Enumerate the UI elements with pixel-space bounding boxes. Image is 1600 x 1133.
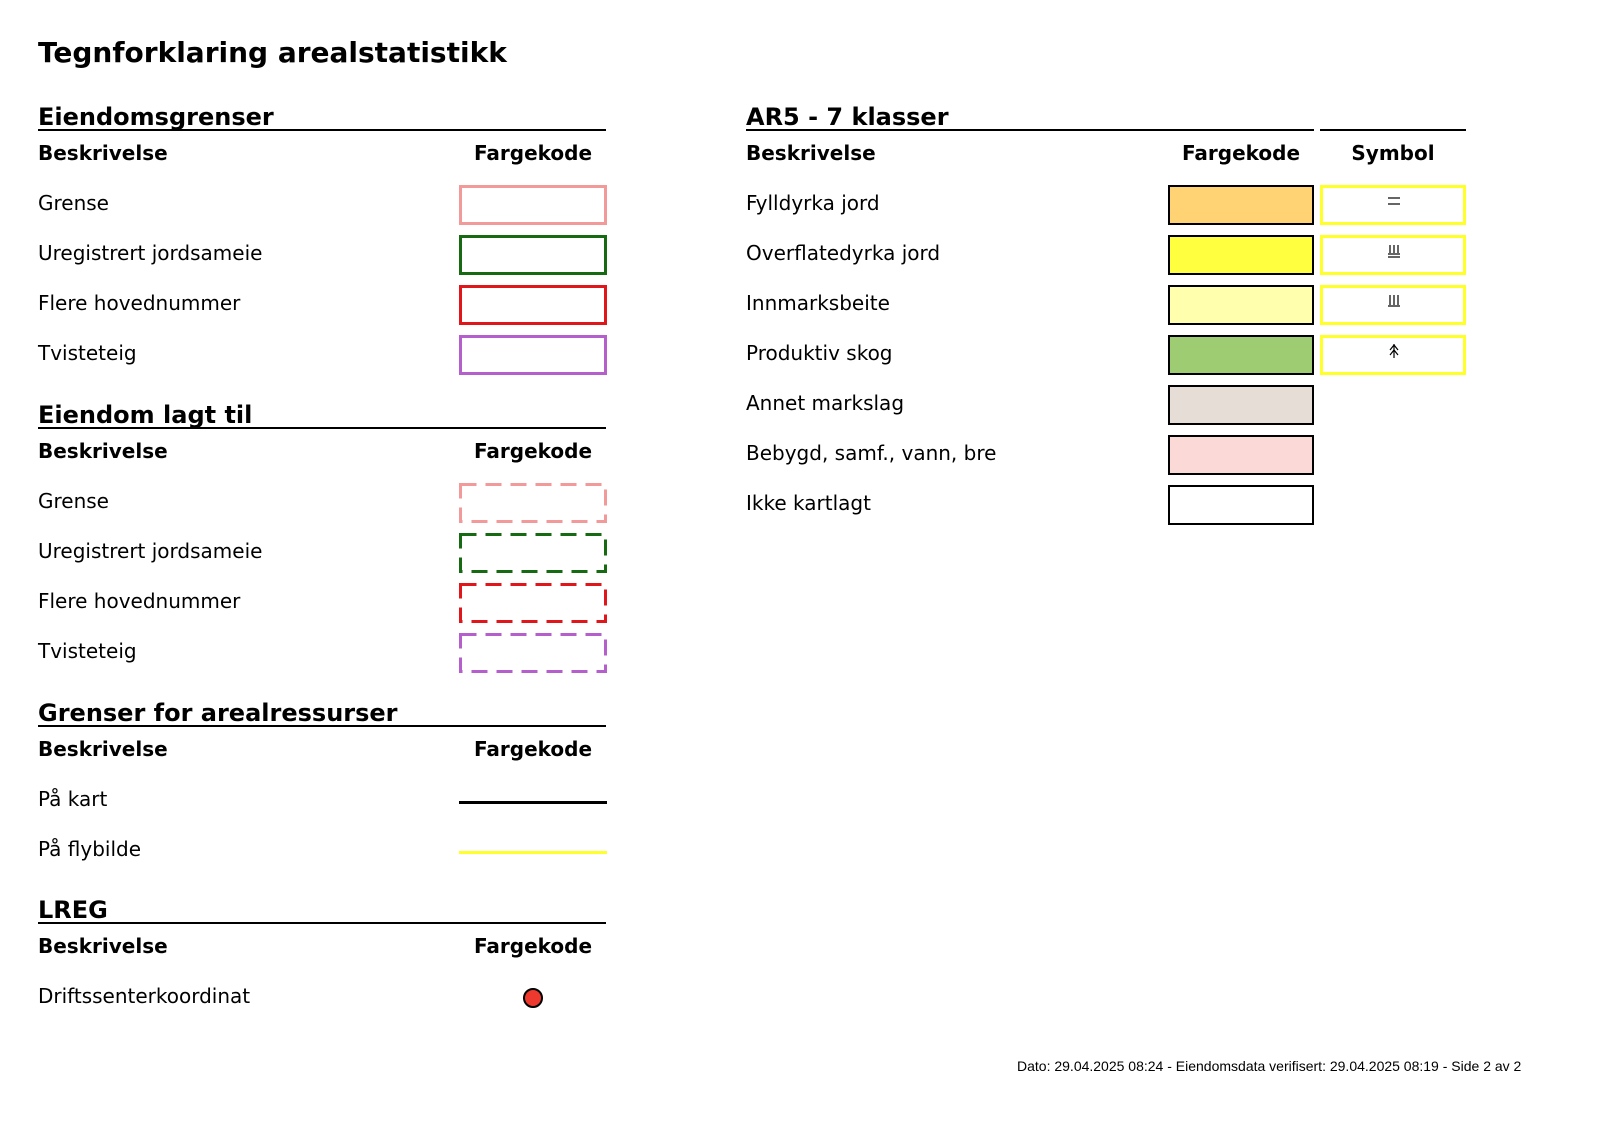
color-swatch bbox=[459, 185, 607, 225]
legend-row-label: Flere hovednummer bbox=[38, 589, 241, 613]
legend-row-label: På kart bbox=[38, 787, 108, 811]
legend-row-label: Overflatedyrka jord bbox=[746, 241, 941, 265]
section-title: LREG bbox=[38, 896, 108, 924]
legend-row-label: Flere hovednummer bbox=[38, 291, 241, 315]
overflatedyrka-icon bbox=[1384, 242, 1404, 262]
fill-swatch bbox=[1168, 435, 1314, 475]
legend-row-label: Tvisteteig bbox=[38, 341, 137, 365]
fill-swatch bbox=[1168, 185, 1314, 225]
legend-row-label: Driftssenterkoordinat bbox=[38, 984, 251, 1008]
section-rule bbox=[38, 427, 606, 429]
legend-row-label: Grense bbox=[38, 489, 109, 513]
legend-row-label: Ikke kartlagt bbox=[746, 491, 871, 515]
point-swatch bbox=[523, 988, 543, 1008]
footer-info: Dato: 29.04.2025 08:24 - Eiendomsdata verifisert: 29.04.2025 08:19 - Side 2 av 2 bbox=[1017, 1058, 1522, 1074]
section-rule bbox=[38, 725, 606, 727]
column-header-description: Beskrivelse bbox=[38, 141, 168, 165]
fill-swatch bbox=[1168, 485, 1314, 525]
column-header-description: Beskrivelse bbox=[38, 439, 168, 463]
dashed-swatch bbox=[459, 533, 607, 573]
column-header-description: Beskrivelse bbox=[746, 141, 876, 165]
dashed-swatch bbox=[459, 583, 607, 623]
legend-row-label: På flybilde bbox=[38, 837, 142, 861]
column-header-description: Beskrivelse bbox=[38, 934, 168, 958]
line-swatch bbox=[459, 801, 607, 804]
line-swatch bbox=[459, 851, 607, 854]
legend-row-label: Annet markslag bbox=[746, 391, 905, 415]
legend-row-label: Tvisteteig bbox=[38, 639, 137, 663]
section-rule bbox=[38, 129, 606, 131]
legend-row-label: Grense bbox=[38, 191, 109, 215]
page-title: Tegnforklaring arealstatistikk bbox=[38, 36, 507, 69]
column-header-colorcode: Fargekode bbox=[473, 439, 593, 463]
dashed-swatch-border bbox=[461, 635, 606, 672]
dashed-swatch-border bbox=[461, 485, 606, 522]
section-rule bbox=[746, 129, 1314, 131]
dashed-swatch bbox=[459, 483, 607, 523]
section-rule bbox=[38, 922, 606, 924]
column-header-colorcode: Fargekode bbox=[1181, 141, 1301, 165]
symbol-box bbox=[1320, 285, 1466, 325]
skog-icon bbox=[1384, 342, 1404, 362]
dashed-swatch bbox=[459, 633, 607, 673]
column-header-colorcode: Fargekode bbox=[473, 737, 593, 761]
symbol-box bbox=[1320, 335, 1466, 375]
dashed-swatch-border bbox=[461, 535, 606, 572]
column-header-symbol: Symbol bbox=[1351, 141, 1435, 165]
fill-swatch bbox=[1168, 385, 1314, 425]
column-header-colorcode: Fargekode bbox=[473, 934, 593, 958]
fill-swatch bbox=[1168, 335, 1314, 375]
color-swatch bbox=[459, 235, 607, 275]
fill-swatch bbox=[1168, 285, 1314, 325]
symbol-box bbox=[1320, 235, 1466, 275]
legend-row-label: Uregistrert jordsameie bbox=[38, 539, 263, 563]
symbol-column-rule bbox=[1320, 129, 1466, 131]
section-title: Eiendomsgrenser bbox=[38, 103, 274, 131]
legend-row-label: Bebygd, samf., vann, bre bbox=[746, 441, 997, 465]
innmarksbeite-icon bbox=[1384, 292, 1404, 312]
column-header-colorcode: Fargekode bbox=[473, 141, 593, 165]
color-swatch bbox=[459, 285, 607, 325]
symbol-box bbox=[1320, 185, 1466, 225]
section-title: AR5 - 7 klasser bbox=[746, 103, 949, 131]
dashed-swatch-border bbox=[461, 585, 606, 622]
legend-row-label: Uregistrert jordsameie bbox=[38, 241, 263, 265]
legend-row-label: Innmarksbeite bbox=[746, 291, 890, 315]
color-swatch bbox=[459, 335, 607, 375]
section-title: Grenser for arealressurser bbox=[38, 699, 398, 727]
fulldyrka-icon bbox=[1384, 192, 1404, 212]
column-header-description: Beskrivelse bbox=[38, 737, 168, 761]
legend-row-label: Produktiv skog bbox=[746, 341, 893, 365]
fill-swatch bbox=[1168, 235, 1314, 275]
section-title: Eiendom lagt til bbox=[38, 401, 253, 429]
legend-row-label: Fylldyrka jord bbox=[746, 191, 880, 215]
